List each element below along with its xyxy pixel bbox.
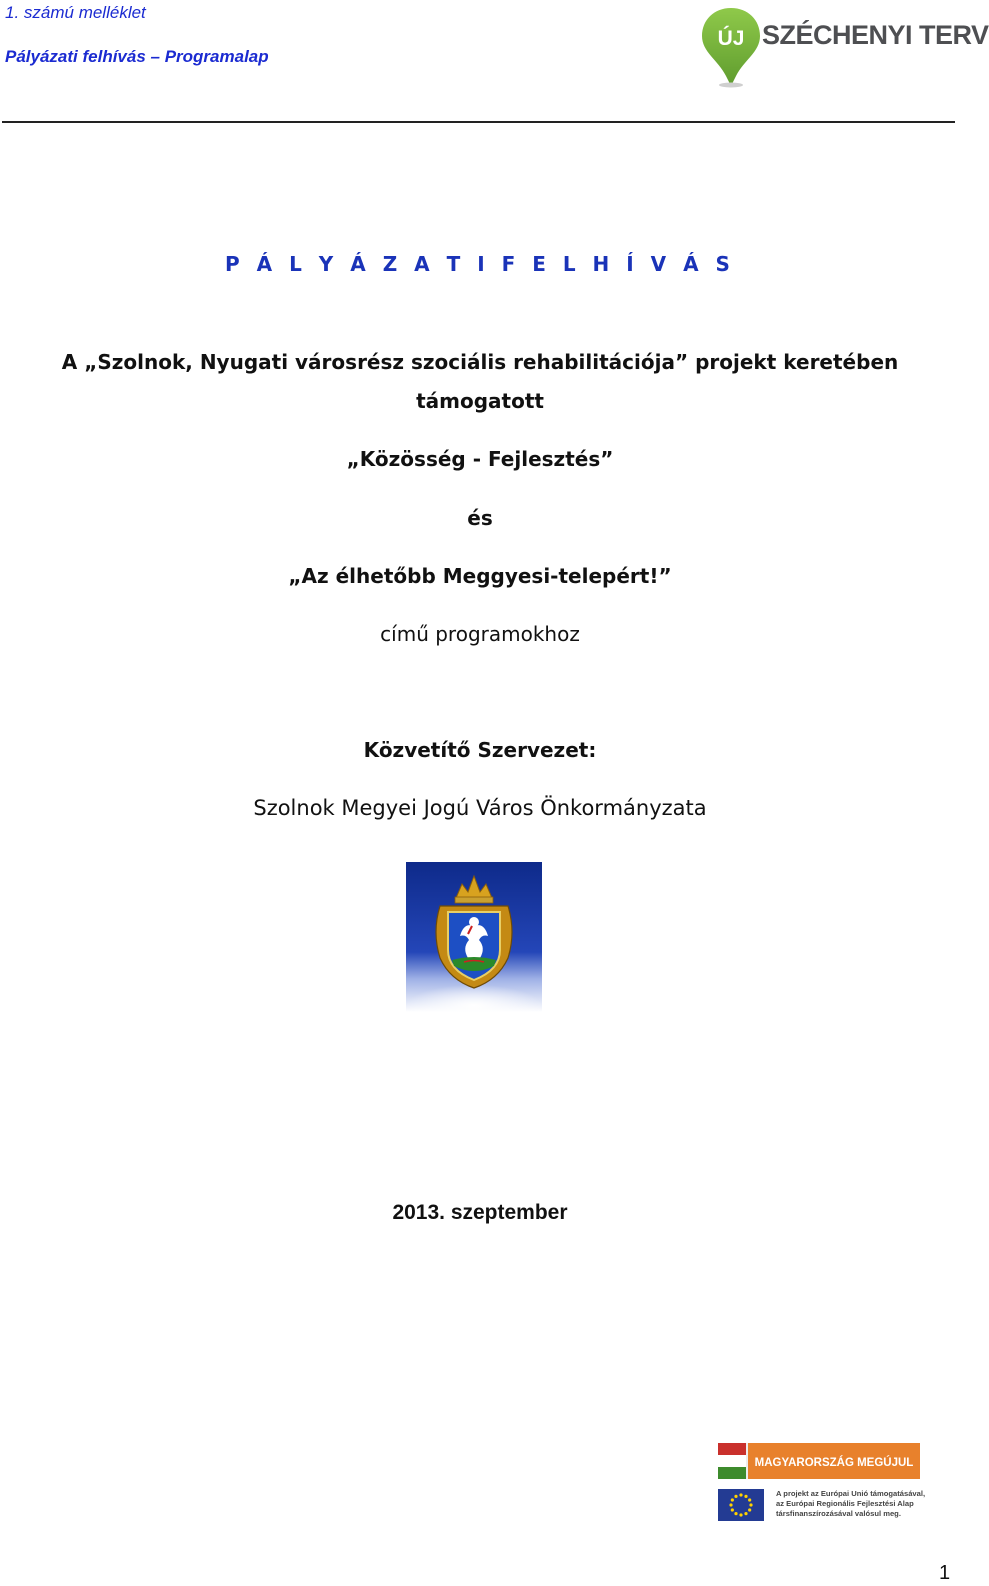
eu-star [744,1495,747,1498]
page-number: 1 [939,1562,951,1584]
eu-star [739,1493,742,1496]
mm-logo-text: MAGYARORSZÁG MEGÚJUL [754,1457,914,1469]
eu-star [739,1513,742,1516]
magyarorszag-megujul-logo [718,1441,920,1481]
eu-star [748,1498,751,1501]
eu-star [734,1495,737,1498]
eu-text-line-2: az Európai Regionális Fejlesztési Alap [776,1499,914,1508]
intermediary-organization: Szolnok Megyei Jogú Város Önkormányzata [253,796,707,820]
coat-of-arms-image [406,862,542,1012]
intermediary-label: Közvetítő Szervezet: [363,738,597,762]
program-name-2: „Az élhetőbb Meggyesi-telepért!” [288,564,672,588]
header-divider [2,121,955,123]
subtitle-line-1: A „Szolnok, Nyugati városrész szociális rehabilitációja” projekt keretében [61,350,899,374]
subtitle-line-2: támogatott [416,389,544,413]
eu-star [734,1512,737,1515]
eu-text-line-1: A projekt az Európai Unió támogatásával, [776,1489,926,1498]
attachment-label: 1. számú melléklet [5,3,146,22]
document-date: 2013. szeptember [392,1201,568,1224]
document-title: P Á L Y Á Z A T I F E L H Í V Á S [225,252,735,276]
eu-funding-notice [718,1489,943,1523]
program-name-1: „Közösség - Fejlesztés” [346,447,614,471]
eu-funding-text [776,1489,925,1519]
uj-szechenyi-terv-logo [700,6,989,88]
logo-badge-text: ÚJ [717,27,745,50]
for-programs-text: című programokhoz [380,622,580,646]
conjunction: és [467,506,493,530]
eu-star [731,1508,734,1511]
eu-star [749,1503,752,1506]
eu-star [731,1498,734,1501]
eu-text-line-3: társfinanszírozásával valósul meg. [776,1509,901,1518]
eu-star [748,1508,751,1511]
map-pin-logo-icon [700,6,762,88]
logo-wordmark: SZÉCHENYI TERV [762,20,989,50]
eu-star [744,1512,747,1515]
document-type: Pályázati felhívás – Programalap [5,47,269,66]
eu-flag-icon [718,1489,764,1521]
eu-star [729,1503,732,1506]
